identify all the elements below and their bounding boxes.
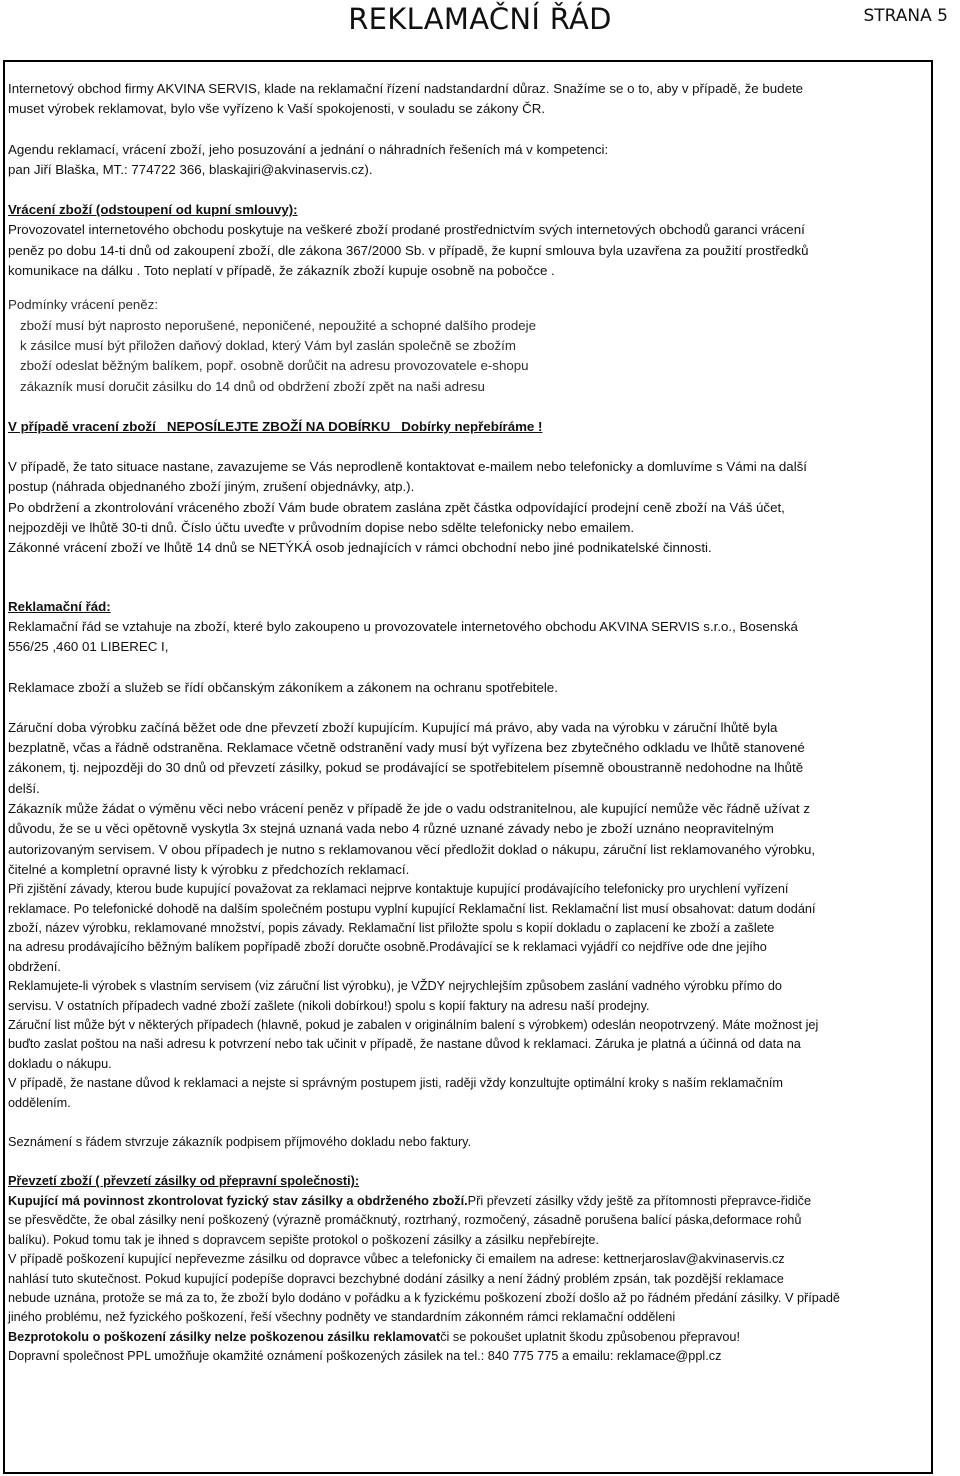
section-heading-reklamacni-rad: Reklamační řád: <box>8 598 111 614</box>
podminky-heading: Podmínky vrácení peněz: <box>8 297 159 313</box>
prevzeti-line-6: nebude uznána, protože se má za to, že zboží bylo dodáno v pořádku a k fyzickému poškození zboží došlo až po řádném předání zásilky. V případě <box>8 1290 840 1305</box>
seznameni-line: Seznámení s řádem stvrzuje zákazník podpisem příjmového dokladu nebo faktury. <box>8 1135 472 1150</box>
rad-line-2: 556/25 ,460 01 LIBEREC I, <box>8 639 169 655</box>
prevzeti-line-7: jiného problému, než fyzického poškození, řeší všechny podněty ve standardním zákonném rámci reklamační odděleni <box>8 1310 676 1325</box>
situace-line-5: Zákonné vrácení zboží ve lhůtě 14 dnů se NETÝKÁ osob jednajících v rámci obchodní nebo jiné podnikatelské činnosti. <box>8 540 712 556</box>
vymena-line: Zákazník může žádat o výměnu věci nebo vrácení peněz v případě že jde o vadu odstranitelnou, ale kupující nemůže věc řádně užívat z <box>8 801 810 817</box>
zjisteni-zavady-line: na adresu prodávajícího běžným balíkem popřípadě zboží doručte osobně.Prodávající se k reklamaci vyjádří co nejdříve ode dne jejího <box>8 940 767 955</box>
situace-line-4: nejpozději ve lhůtě 30-ti dnů. Číslo účtu uveďte v průvodním dopise nebo sdělte telefonicky nebo emailem. <box>8 520 635 536</box>
vymena-line: čitelné a kompletní opravné listy k výrobku z předchozích reklamací. <box>8 861 410 877</box>
prevzeti-line-9: Dopravní společnost PPL umožňuje okamžité oznámení poškozených zásilek na tel.: 840 775 775 a emailu: reklamace@ppl.cz <box>8 1349 722 1364</box>
dobirka-warning: V případě vracení zboží NEPOSÍLEJTE ZBOŽÍ NA DOBÍRKU Dobírky nepřebíráme ! <box>8 418 543 434</box>
prevzeti-line-8 <box>8 1328 948 1347</box>
servis-line: Reklamujete-li výrobek s vlastním servisem (viz záruční list výrobku), je VŽDY nejrychlejším způsobem zaslání vadného výrobku přímo do <box>8 979 782 994</box>
rad-line-3: Reklamace zboží a služeb se řídí občanským zákoníkem a zákonem na ochranu spotřebitele. <box>8 679 558 695</box>
vraceni-line-2: peněz po dobu 14-ti dnů od zakoupení zboží, dle zákona 367/2000 Sb. v případě, že kupní smlouva byla uzavřena za použití prostředků <box>8 242 809 258</box>
section-heading-prevzeti: Převzetí zboží ( převzetí zásilky od přepravní společnosti): <box>8 1174 360 1189</box>
podminky-item: k zásilce musí být přiložen daňový doklad, který Vám byl zaslán společně se zbožím <box>20 337 516 353</box>
vraceni-line-1: Provozovatel internetového obchodu poskytuje na veškeré zboží prodané prostřednictvím svých internetových obchodů garanci vrácení <box>8 222 805 238</box>
vymena-line: autorizovaným servisem. V obou případech je nutno s reklamovanou věcí předložit doklad o nákupu, záruční list reklamovaného výrobku, <box>8 841 816 857</box>
podminky-item: zboží odeslat běžným balíkem, popř. osobně dorůčit na adresu provozovatele e-shopu <box>20 358 529 374</box>
agenda-line-1: Agendu reklamací, vrácení zboží, jeho posuzování a jednání o náhradních řešeních má v kompetenci: <box>8 141 609 157</box>
podminky-item: zákazník musí doručit zásilku do 14 dnů od obdržení zboží zpět na naši adresu <box>20 378 485 394</box>
situace-line-3: Po obdržení a zkontrolování vráceného zboží Vám bude obratem zaslána zpět částka odpovídající prodejní ceně zboží na Váš účet, <box>8 499 785 515</box>
section-heading-vraceni: Vrácení zboží (odstoupení od kupní smlouvy): <box>8 202 298 218</box>
prevzeti-rest-text: Při převzetí zásilky vždy ještě za přítomnosti přepravce-řidiče <box>467 1193 812 1208</box>
intro-line-2: muset výrobek reklamovat, bylo vše vyřízeno k Vaší spokojenosti, v souladu se zákony ČR. <box>8 101 546 117</box>
page-number: STRANA 5 <box>863 6 948 26</box>
zarucni-list-line: buďto zaslat poštou na naši adresu k potvrzení nebo tak učinit v případě, že nastane důvod k reklamaci. Záruka je platná a účinná od data na <box>8 1037 801 1052</box>
prevzeti-line-4: V případě poškození kupující nepřevezme zásilku od dopravce vůbec a telefonicky či emailem na adrese: kettnerjaroslav@akvinaservis.cz <box>8 1252 785 1267</box>
agenda-line-2: pan Jiří Blaška, MT.: 774722 366, blaskajiri@akvinaservis.cz). <box>8 161 373 177</box>
zarucni-list-line: dokladu o nákupu. <box>8 1056 112 1071</box>
vraceni-line-3: komunikace na dálku . Toto neplatí v případě, že zákazník zboží kupuje osobně na pobočce . <box>8 263 555 279</box>
zarucni-doba-line: zákonem, tj. nejpozději do 30 dnů od převzetí zásilky, pokud se prodávající se spotřebitelem písemně oboustranně nedohodne na lhůtě <box>8 760 804 776</box>
document-body <box>8 79 948 1367</box>
zarucni-doba-line: Záruční doba výrobku začíná běžet ode dne převzetí zboží kupujícím. Kupující má právo, aby vada na výrobku v záruční lhůtě byla <box>8 719 778 735</box>
konzultace-line: oddělením. <box>8 1095 71 1110</box>
podminky-item: zboží musí být naprosto neporušené, neponičené, nepoužité a schopné dalšího prodeje <box>20 317 536 333</box>
zarucni-list-line: Záruční list může být v některých případech (hlavně, pokud je zabalen v originálním balení s výrobkem) odeslán neopotrvzený. Máte možnost jej <box>8 1018 819 1033</box>
konzultace-line: V případě, že nastane důvod k reklamaci a nejste si správným postupem jisti, raději vždy konzultujte optimální kroky s naším reklamačním <box>8 1076 783 1091</box>
prevzeti-line-3: balíku). Pokud tomu tak je ihned s dopravcem sepište protokol o poškození zásilky a zásilku nepřebírejte. <box>8 1232 599 1247</box>
bezprotokolu-bold-text: Bezprotokolu o poškození zásilky nelze poškozenou zásilku reklamovat <box>8 1329 441 1344</box>
situace-line-1: V případě, že tato situace nastane, zavazujeme se Vás neprodleně kontaktovat e-mailem nebo telefonicky a domluvíme s Vámi na další <box>8 459 807 475</box>
intro-line-1: Internetový obchod firmy AKVINA SERVIS, klade na reklamační řízení nadstandardní důraz. Snažíme se o to, aby v případě, že budete <box>8 81 804 96</box>
zarucni-doba-line: delší. <box>8 780 40 796</box>
bezprotokolu-rest-text: či se pokoušet uplatnit škodu způsobenou přepravou! <box>440 1329 740 1344</box>
rad-line-1: Reklamační řád se vztahuje na zboží, které bylo zakoupeno u provozovatele internetového obchodu AKVINA SERVIS s.r.o., Bosenská <box>8 618 798 634</box>
prevzeti-line-5: nahlásí tuto skutečnost. Pokud kupující podepíše dopravci bezchybné dodání zásilky a není žádný problém zpsán, tak pozdější reklamace <box>8 1271 784 1286</box>
zjisteni-zavady-line: reklamace. Po telefonické dohodě na dalším společném postupu vyplní kupující Reklamační list. Reklamační list musí obsahovat: datum dodání <box>8 901 816 916</box>
zjisteni-zavady-line: zboží, název výrobku, reklamované množství, popis závady. Reklamační list přiložte spolu s kopií dokladu o zaplacení ke zboží a zašlete <box>8 921 775 936</box>
prevzeti-line-1 <box>8 1192 948 1211</box>
zjisteni-zavady-line: obdržení. <box>8 959 61 974</box>
vymena-line: důvodu, že se u věci opětovně vyskytla 3x stejná uznaná vada nebo 4 různé uznané závady nebo je zboží uznáno neopravitelným <box>8 821 774 837</box>
prevzeti-bold-text: Kupující má povinnost zkontrolovat fyzický stav zásilky a obdrženého zboží. <box>8 1193 468 1208</box>
prevzeti-line-2: se přesvědčte, že obal zásilky není poškozený (výrazně promáčknutý, roztrhaný, rozmočený, zásadně porušena balící páska,deformace rohů <box>8 1213 802 1228</box>
servis-line: servisu. V ostatních případech vadné zboží zašlete (nikoli dobírkou!) spolu s kopií faktury na adresu naší prodejny. <box>8 998 650 1013</box>
page-title: REKLAMAČNÍ ŘÁD <box>348 2 612 36</box>
zjisteni-zavady-line: Při zjištění závady, kterou bude kupující považovat za reklamaci nejprve kontaktuje kupující prodávajícího telefonicky pro urychlení vyřízení <box>8 882 789 897</box>
zarucni-doba-line: bezplatně, včas a řádně odstraněna. Reklamace včetně odstranění vady musí být vyřízena bez zbytečného odkladu ve lhůtě stanovené <box>8 740 805 756</box>
situace-line-2: postup (náhrada objednaného zboží jiným, zrušení objednávky, atp.). <box>8 479 415 495</box>
